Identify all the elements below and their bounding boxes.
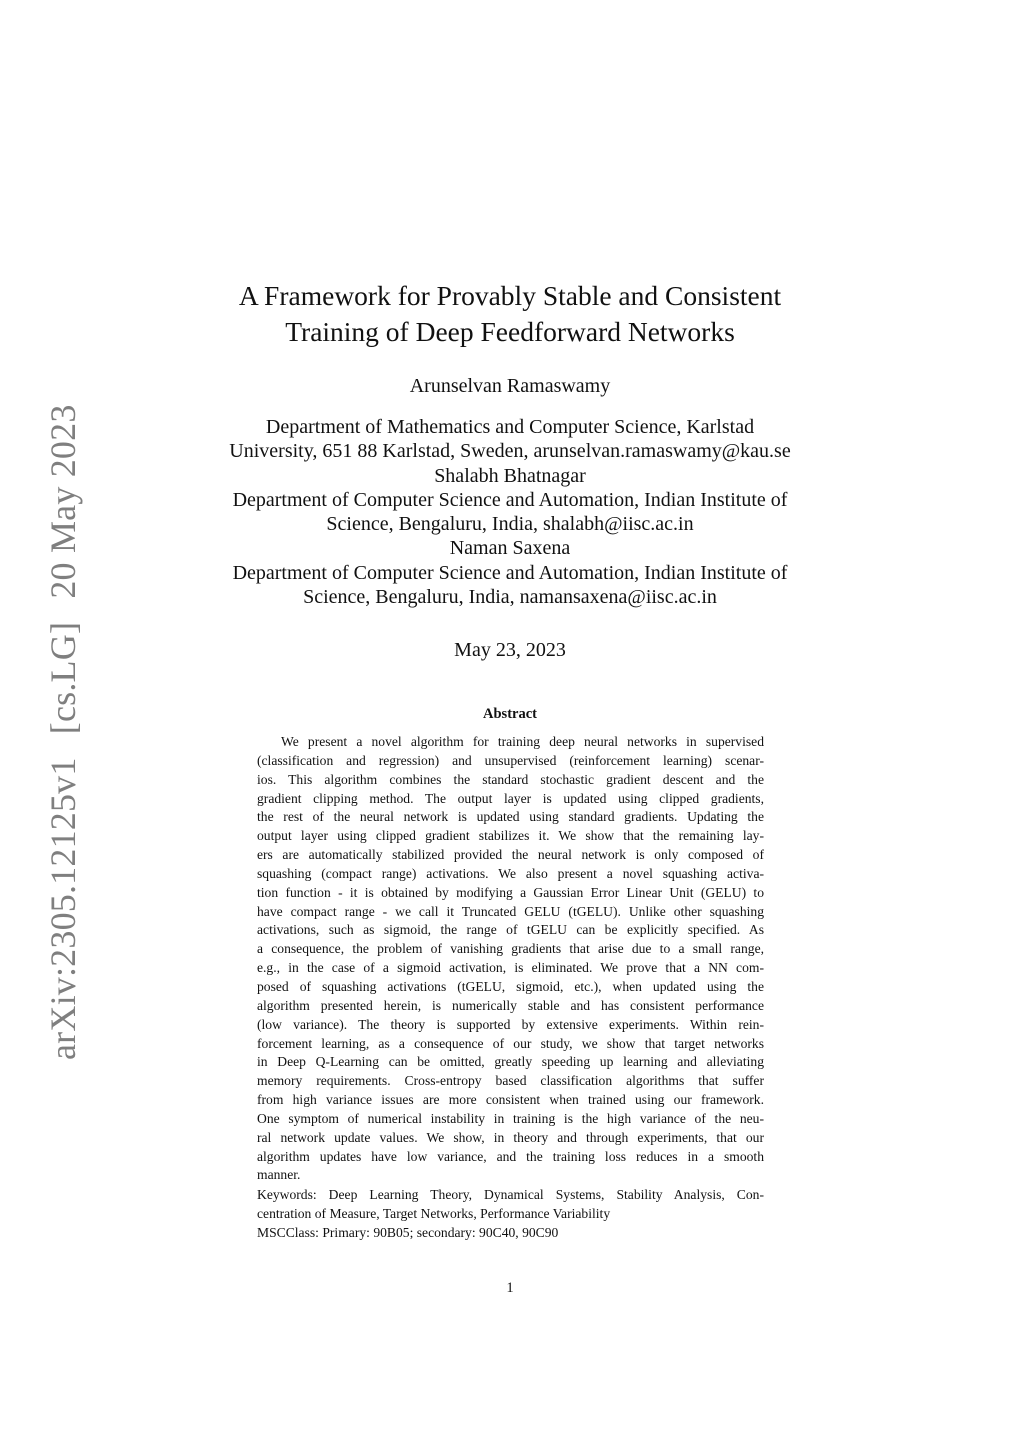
- abstract-line: We present a novel algorithm for training deep neural networks in supervised: [281, 734, 764, 749]
- affiliation-line: Department of Computer Science and Automation, Indian Institute of: [232, 488, 788, 511]
- abstract-line: e.g., in the case of a sigmoid activation, is eliminated. We prove that a NN com-: [257, 960, 764, 976]
- abstract-line: forcement learning, as a consequence of our study, we show that target networks: [257, 1035, 764, 1051]
- title-line: A Framework for Provably Stable and Consistent: [238, 280, 782, 311]
- abstract-line: squashing (compact range) activations. We also present a novel squashing activa-: [257, 865, 764, 881]
- abstract-body: [257, 733, 764, 1185]
- abstract-line: from high variance issues are more consistent when trained using our framework.: [257, 1092, 764, 1108]
- abstract-line: the rest of the neural network is updated using standard gradients. Updating the: [257, 809, 764, 825]
- abstract-line: output layer using clipped gradient stabilizes it. We show that the remaining lay-: [257, 828, 764, 844]
- affiliation-1: [150, 415, 870, 609]
- author-1: [150, 374, 870, 398]
- arxiv-category: [cs.LG]: [43, 621, 83, 735]
- abstract-line: One symptom of numerical instability in training is the high variance of the neu-: [257, 1110, 764, 1126]
- paper-title: [150, 278, 870, 350]
- abstract-line: algorithm presented herein, is numerically stable and has consistent performance: [257, 997, 764, 1013]
- abstract-heading: Abstract: [483, 706, 537, 722]
- affiliation-line: Department of Computer Science and Automation, Indian Institute of: [232, 561, 788, 584]
- keywords-line: centration of Measure, Target Networks, Performance Variability: [257, 1205, 611, 1221]
- title-line: Training of Deep Feedforward Networks: [285, 316, 735, 347]
- abstract-line: manner.: [257, 1167, 301, 1183]
- abstract-line: ios. This algorithm combines the standard stochastic gradient descent and the: [257, 771, 764, 787]
- author-name: Naman Saxena: [449, 537, 571, 560]
- abstract-line: ral network update values. We show, in theory and through experiments, that our: [257, 1129, 764, 1145]
- affiliation-line: Science, Bengaluru, India, shalabh@iisc.ac.in: [326, 513, 694, 536]
- abstract-line: gradient clipping method. The output layer is updated using clipped gradients,: [257, 790, 764, 806]
- arxiv-id: arXiv:2305.12125v1: [43, 757, 83, 1060]
- abstract-line: (low variance). The theory is supported by extensive experiments. Within rein-: [257, 1016, 764, 1032]
- abstract-line: (classification and regression) and unsupervised (reinforcement learning) scenar-: [257, 752, 764, 768]
- msc-class: MSCClass: Primary: 90B05; secondary: 90C40, 90C90: [257, 1224, 559, 1240]
- affiliation-line: Science, Bengaluru, India, namansaxena@iisc.ac.in: [303, 586, 717, 609]
- abstract-line: have compact range - we call it Truncated GELU (tGELU). Unlike other squashing: [257, 903, 764, 919]
- abstract-line: in Deep Q-Learning can be omitted, greatly speeding up learning and alleviating: [257, 1054, 764, 1070]
- author-name: Arunselvan Ramaswamy: [409, 375, 611, 397]
- arxiv-stamp: [42, 390, 84, 1060]
- author-name: Shalabh Bhatnagar: [434, 464, 586, 487]
- abstract-line: ers are automatically stabilized provided the neural network is only composed of: [257, 847, 764, 863]
- abstract-line: tion function - it is obtained by modifying a Gaussian Error Linear Unit (GELU) to: [257, 884, 764, 900]
- keywords-line: Keywords: Deep Learning Theory, Dynamical Systems, Stability Analysis, Con-: [257, 1187, 764, 1202]
- arxiv-date: 20 May 2023: [43, 404, 83, 599]
- affiliation-line: University, 651 88 Karlstad, Sweden, arunselvan.ramaswamy@kau.se: [229, 440, 791, 463]
- abstract-line: algorithm updates have low variance, and the training loss reduces in a smooth: [257, 1148, 764, 1164]
- abstract-line: posed of squashing activations (tGELU, sigmoid, etc.), when updated using the: [257, 978, 764, 994]
- page-number: 1: [506, 1280, 514, 1296]
- abstract-line: activations, such as sigmoid, the range of tGELU can be explicitly specified. As: [257, 922, 764, 938]
- abstract-line: a consequence, the problem of vanishing gradients that arise due to a small range,: [257, 941, 764, 957]
- keywords-block: [257, 1186, 764, 1243]
- paper-date: May 23, 2023: [454, 639, 566, 661]
- abstract-line: memory requirements. Cross-entropy based classification algorithms that suffer: [257, 1073, 764, 1089]
- affiliation-line: Department of Mathematics and Computer Science, Karlstad: [265, 416, 755, 438]
